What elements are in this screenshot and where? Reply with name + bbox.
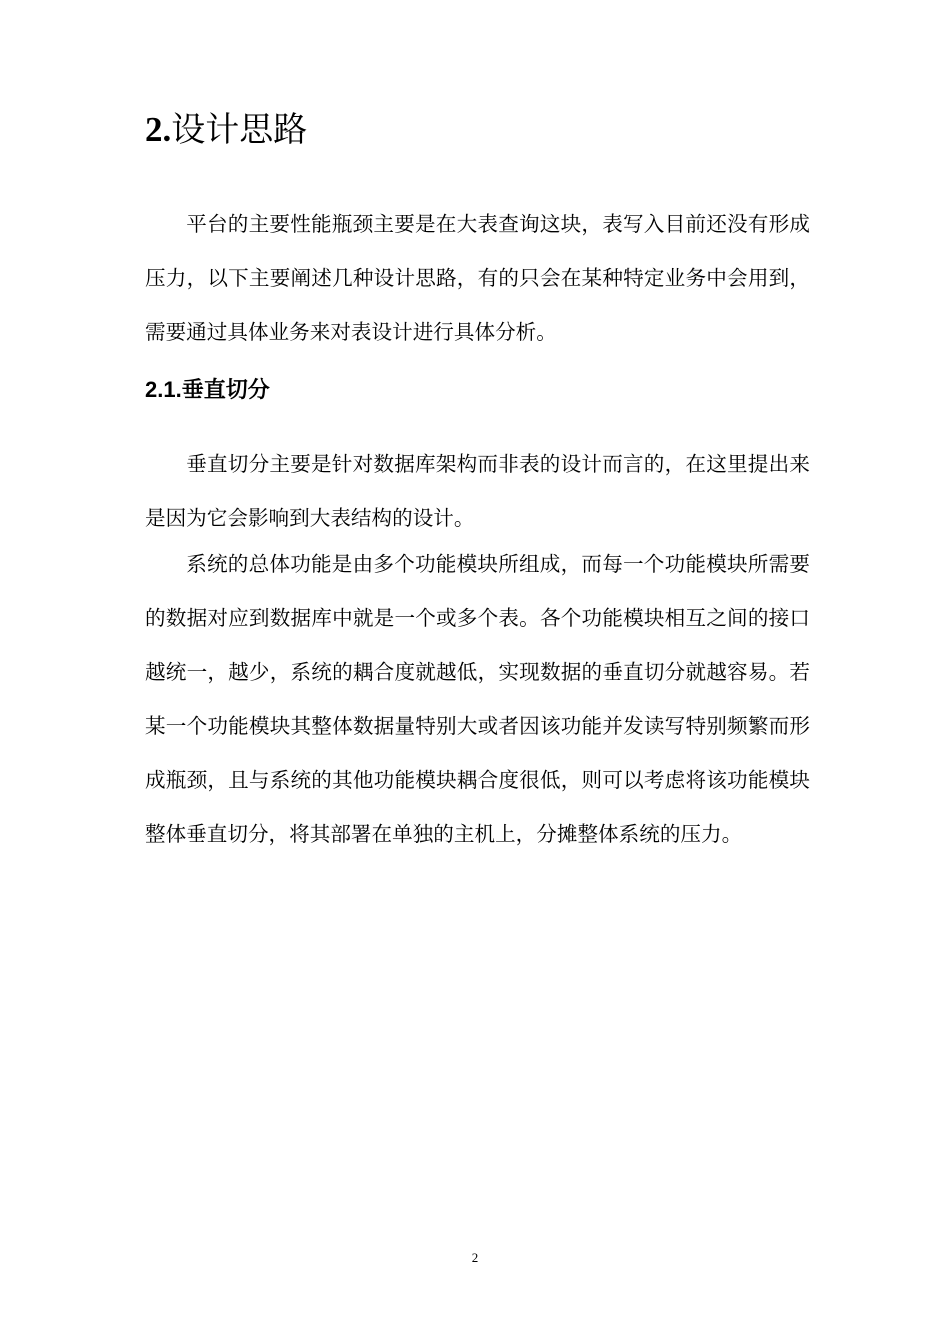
page-number: 2 [471, 1250, 479, 1265]
subsection-title: 垂直切分 [181, 378, 270, 403]
body-paragraph: 垂直切分主要是针对数据库架构而非表的设计而言的，在这里提出来是因为它会影响到大表结构的设计。 [145, 452, 810, 530]
section-title: 设计思路 [171, 110, 308, 150]
body-paragraph: 系统的总体功能是由多个功能模块所组成，而每一个功能模块所需要的数据对应到数据库中就是一个或多个表。各个功能模块相互之间的接口越统一，越少，系统的耦合度就越低，实现数据的垂直切分就越容易。若某一个功能模块其整体数据量特别大或者因该功能并发读写特别频繁而形成瓶颈，且与系统的其他功能模块耦合度很低，则可以考虑将该功能模块整体垂直切分，将其部署在单独的主机上，分摊整体系统的压力。 [145, 552, 810, 846]
subsection-number: 2.1. [145, 377, 182, 402]
section-heading [145, 108, 307, 152]
intro-paragraph: 平台的主要性能瓶颈主要是在大表查询这块，表写入目前还没有形成压力，以下主要阐述几种设计思路，有的只会在某种特定业务中会用到，需要通过具体业务来对表设计进行具体分析。 [145, 212, 810, 344]
subsection-heading [145, 374, 270, 407]
section-number: 2. [145, 110, 172, 149]
